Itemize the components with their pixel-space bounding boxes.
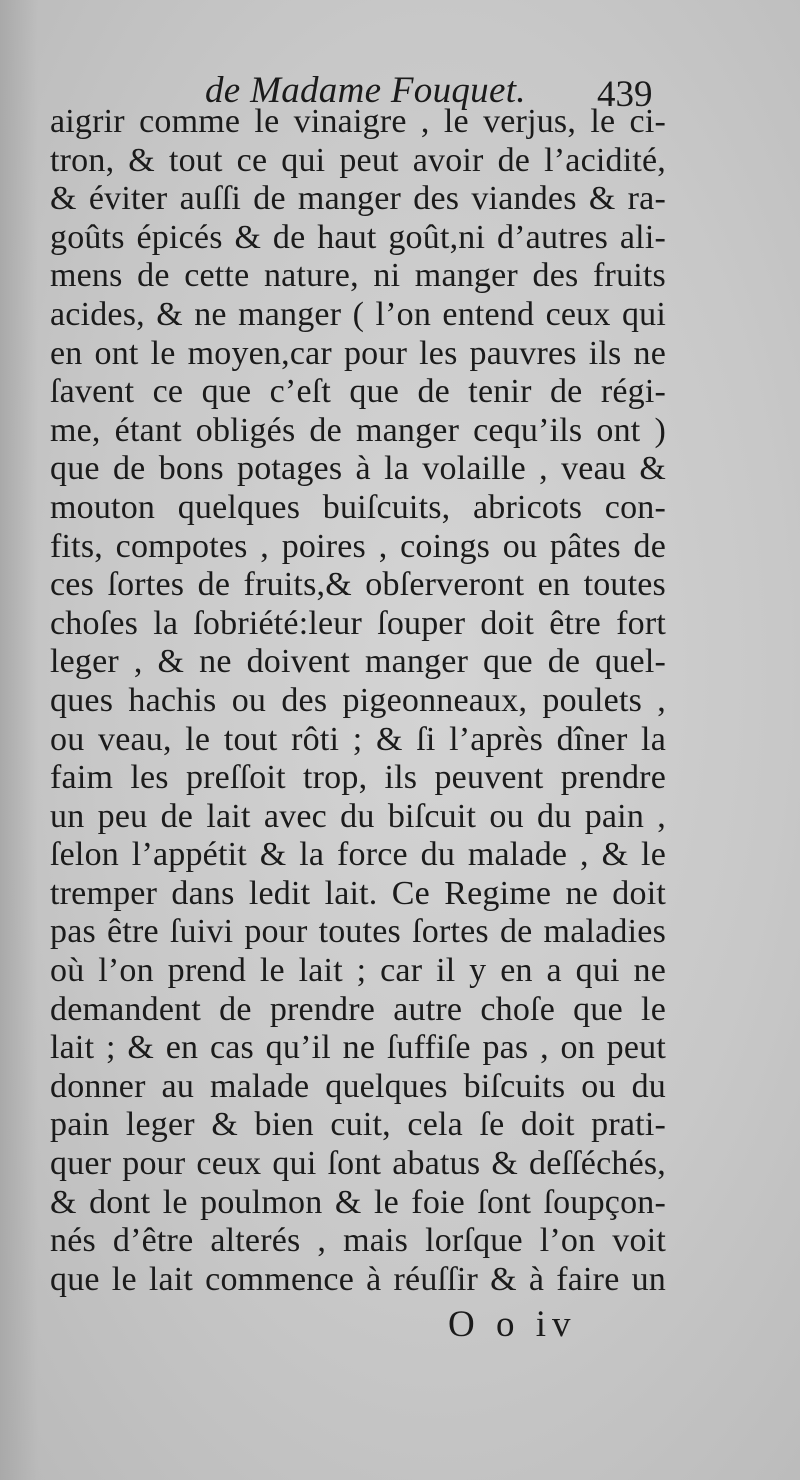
text-line: tron, & tout ce qui peut avoir de l’acidité, [50, 141, 666, 179]
text-line: lait ; & en cas qu’il ne ſuffiſe pas , on peut [50, 1029, 666, 1067]
text-line: ques hachis ou des pigeonneaux, poulets , [50, 681, 666, 719]
text-line: demandent de prendre autre choſe que le [50, 990, 666, 1028]
text-line: goûts épicés & de haut goût,ni d’autres ali- [50, 218, 666, 256]
text-line: que le lait commence à réuſſir & à faire un [50, 1260, 666, 1298]
text-line: leger , & ne doivent manger que de quel- [50, 643, 666, 681]
text-line: pain leger & bien cuit, cela ſe doit prati- [50, 1106, 666, 1144]
text-line: me, étant obligés de manger cequ’ils ont ) [50, 411, 666, 449]
text-line: pas être ſuivi pour toutes ſortes de maladies [50, 913, 666, 951]
text-line: quer pour ceux qui ſont abatus & deſſéchés, [50, 1145, 666, 1183]
text-line: ſavent ce que c’eſt que de tenir de régi- [50, 373, 666, 411]
text-line: choſes la ſobriété:leur ſouper doit être fort [50, 604, 666, 642]
text-line: ces ſortes de fruits,& obſerveront en toutes [50, 566, 666, 604]
text-line: tremper dans ledit lait. Ce Regime ne doit [50, 874, 666, 912]
text-line: acides, & ne manger ( l’on entend ceux qui [50, 295, 666, 333]
text-line: faim les preſſoit trop, ils peuvent prendre [50, 759, 666, 797]
text-line: mouton quelques buiſcuits, abricots con- [50, 488, 666, 526]
text-line: que de bons potages à la volaille , veau & [50, 450, 666, 488]
text-line: nés d’être alterés , mais lorſque l’on voit [50, 1222, 666, 1260]
text-line: où l’on prend le lait ; car il y en a qui ne [50, 952, 666, 990]
signature-mark: O o iv [448, 1304, 577, 1345]
text-line: ſelon l’appétit & la force du malade , & le [50, 836, 666, 874]
text-line: & éviter auſſi de manger des viandes & ra- [50, 180, 666, 218]
text-line: fits, compotes , poires , coings ou pâtes de [50, 527, 666, 565]
text-line: ou veau, le tout rôti ; & ſi l’après dîner la [50, 720, 666, 758]
text-line: & dont le poulmon & le foie ſont ſoupçon- [50, 1183, 666, 1221]
text-line: mens de cette nature, ni manger des fruits [50, 257, 666, 295]
running-title: de Madame Fouquet. [205, 70, 526, 111]
body-text [50, 103, 666, 1299]
text-line: en ont le moyen,car pour les pauvres ils ne [50, 334, 666, 372]
page-number: 439 [597, 74, 653, 115]
text-line: un peu de lait avec du biſcuit ou du pain , [50, 797, 666, 835]
text-line: donner au malade quelques biſcuits ou du [50, 1067, 666, 1105]
text-line: aigrir comme le vinaigre , le verjus, le ci- [50, 103, 666, 140]
